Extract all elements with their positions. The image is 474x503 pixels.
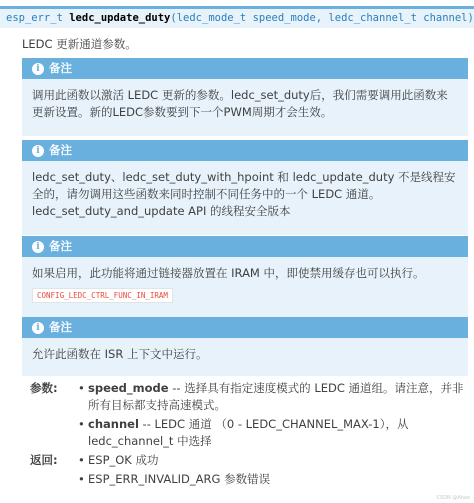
note-title-text: 备注 <box>49 320 72 334</box>
list-item <box>78 452 468 469</box>
bullet-icon: • <box>78 417 85 431</box>
list-item <box>78 416 468 450</box>
note-title <box>22 58 468 79</box>
note-body <box>22 257 468 317</box>
param-desc: -- LEDC 通道 （0 - LEDC_CHANNEL_MAX-1），从 ledc_channel_t 中选择 <box>88 417 409 448</box>
note-box-3 <box>22 236 468 317</box>
note-box-1 <box>22 58 468 136</box>
watermark: CSDN @Ahao <box>436 495 470 501</box>
note-body: 调用此函数以激活 LEDC 更新的参数。ledc_set_duty后，我们需要调用此函数来更新设置。新的LEDC参数要到下一个PWM周期才会生效。 <box>32 88 448 119</box>
returns-label: 返回: <box>30 453 58 467</box>
note-title-text: 备注 <box>49 239 72 253</box>
note-body-text: 如果启用，此功能将通过链接器放置在 IRAM 中，即使禁用缓存也可以执行。 <box>32 266 425 280</box>
parameters-field <box>30 380 474 448</box>
note-title <box>22 236 468 257</box>
parameters-list <box>78 380 468 452</box>
bullet-icon: • <box>78 472 85 486</box>
note-box-2 <box>22 140 468 235</box>
note-title <box>22 140 468 161</box>
param-desc: -- 选择具有指定速度模式的 LEDC 通道组。请注意，并非所有目标都支持高速模式。 <box>88 381 464 412</box>
function-name[interactable]: ledc_update_duty <box>69 12 171 24</box>
function-params: (ledc_mode_t speed_mode, ledc_channel_t channel) <box>170 12 474 24</box>
config-code: CONFIG_LEDC_CTRL_FUNC_IN_IRAM <box>32 288 173 303</box>
note-title-text: 备注 <box>49 61 72 75</box>
return-type: esp_err_t <box>6 12 63 24</box>
bullet-icon: • <box>78 453 85 467</box>
list-item <box>78 380 468 414</box>
returns-list <box>78 452 468 490</box>
return-value: ESP_ERR_INVALID_ARG 参数错误 <box>88 472 271 486</box>
param-name: channel <box>88 417 139 431</box>
function-description: LEDC 更新通道参数。 <box>22 37 137 51</box>
note-body: ledc_set_duty、ledc_set_duty_with_hpoint 和 ledc_update_duty 不是线程安全的，请勿调用这些函数来同时控制不同任务中的一个 LEDC 通道。ledc_set_duty_and_update API 的线程安全版本 <box>32 170 456 218</box>
info-icon: i <box>32 322 44 334</box>
bullet-icon: • <box>78 381 85 395</box>
info-icon: i <box>32 63 44 75</box>
note-body: 允许此函数在 ISR 上下文中运行。 <box>32 347 208 361</box>
function-signature <box>0 6 474 28</box>
returns-field <box>30 452 474 492</box>
return-value: ESP_OK 成功 <box>88 453 159 467</box>
note-box-4 <box>22 317 468 376</box>
param-name: speed_mode <box>88 381 169 395</box>
list-item <box>78 471 468 488</box>
info-icon: i <box>32 145 44 157</box>
parameters-label: 参数: <box>30 381 58 395</box>
note-title-text: 备注 <box>49 143 72 157</box>
info-icon: i <box>32 241 44 253</box>
note-title <box>22 317 468 338</box>
